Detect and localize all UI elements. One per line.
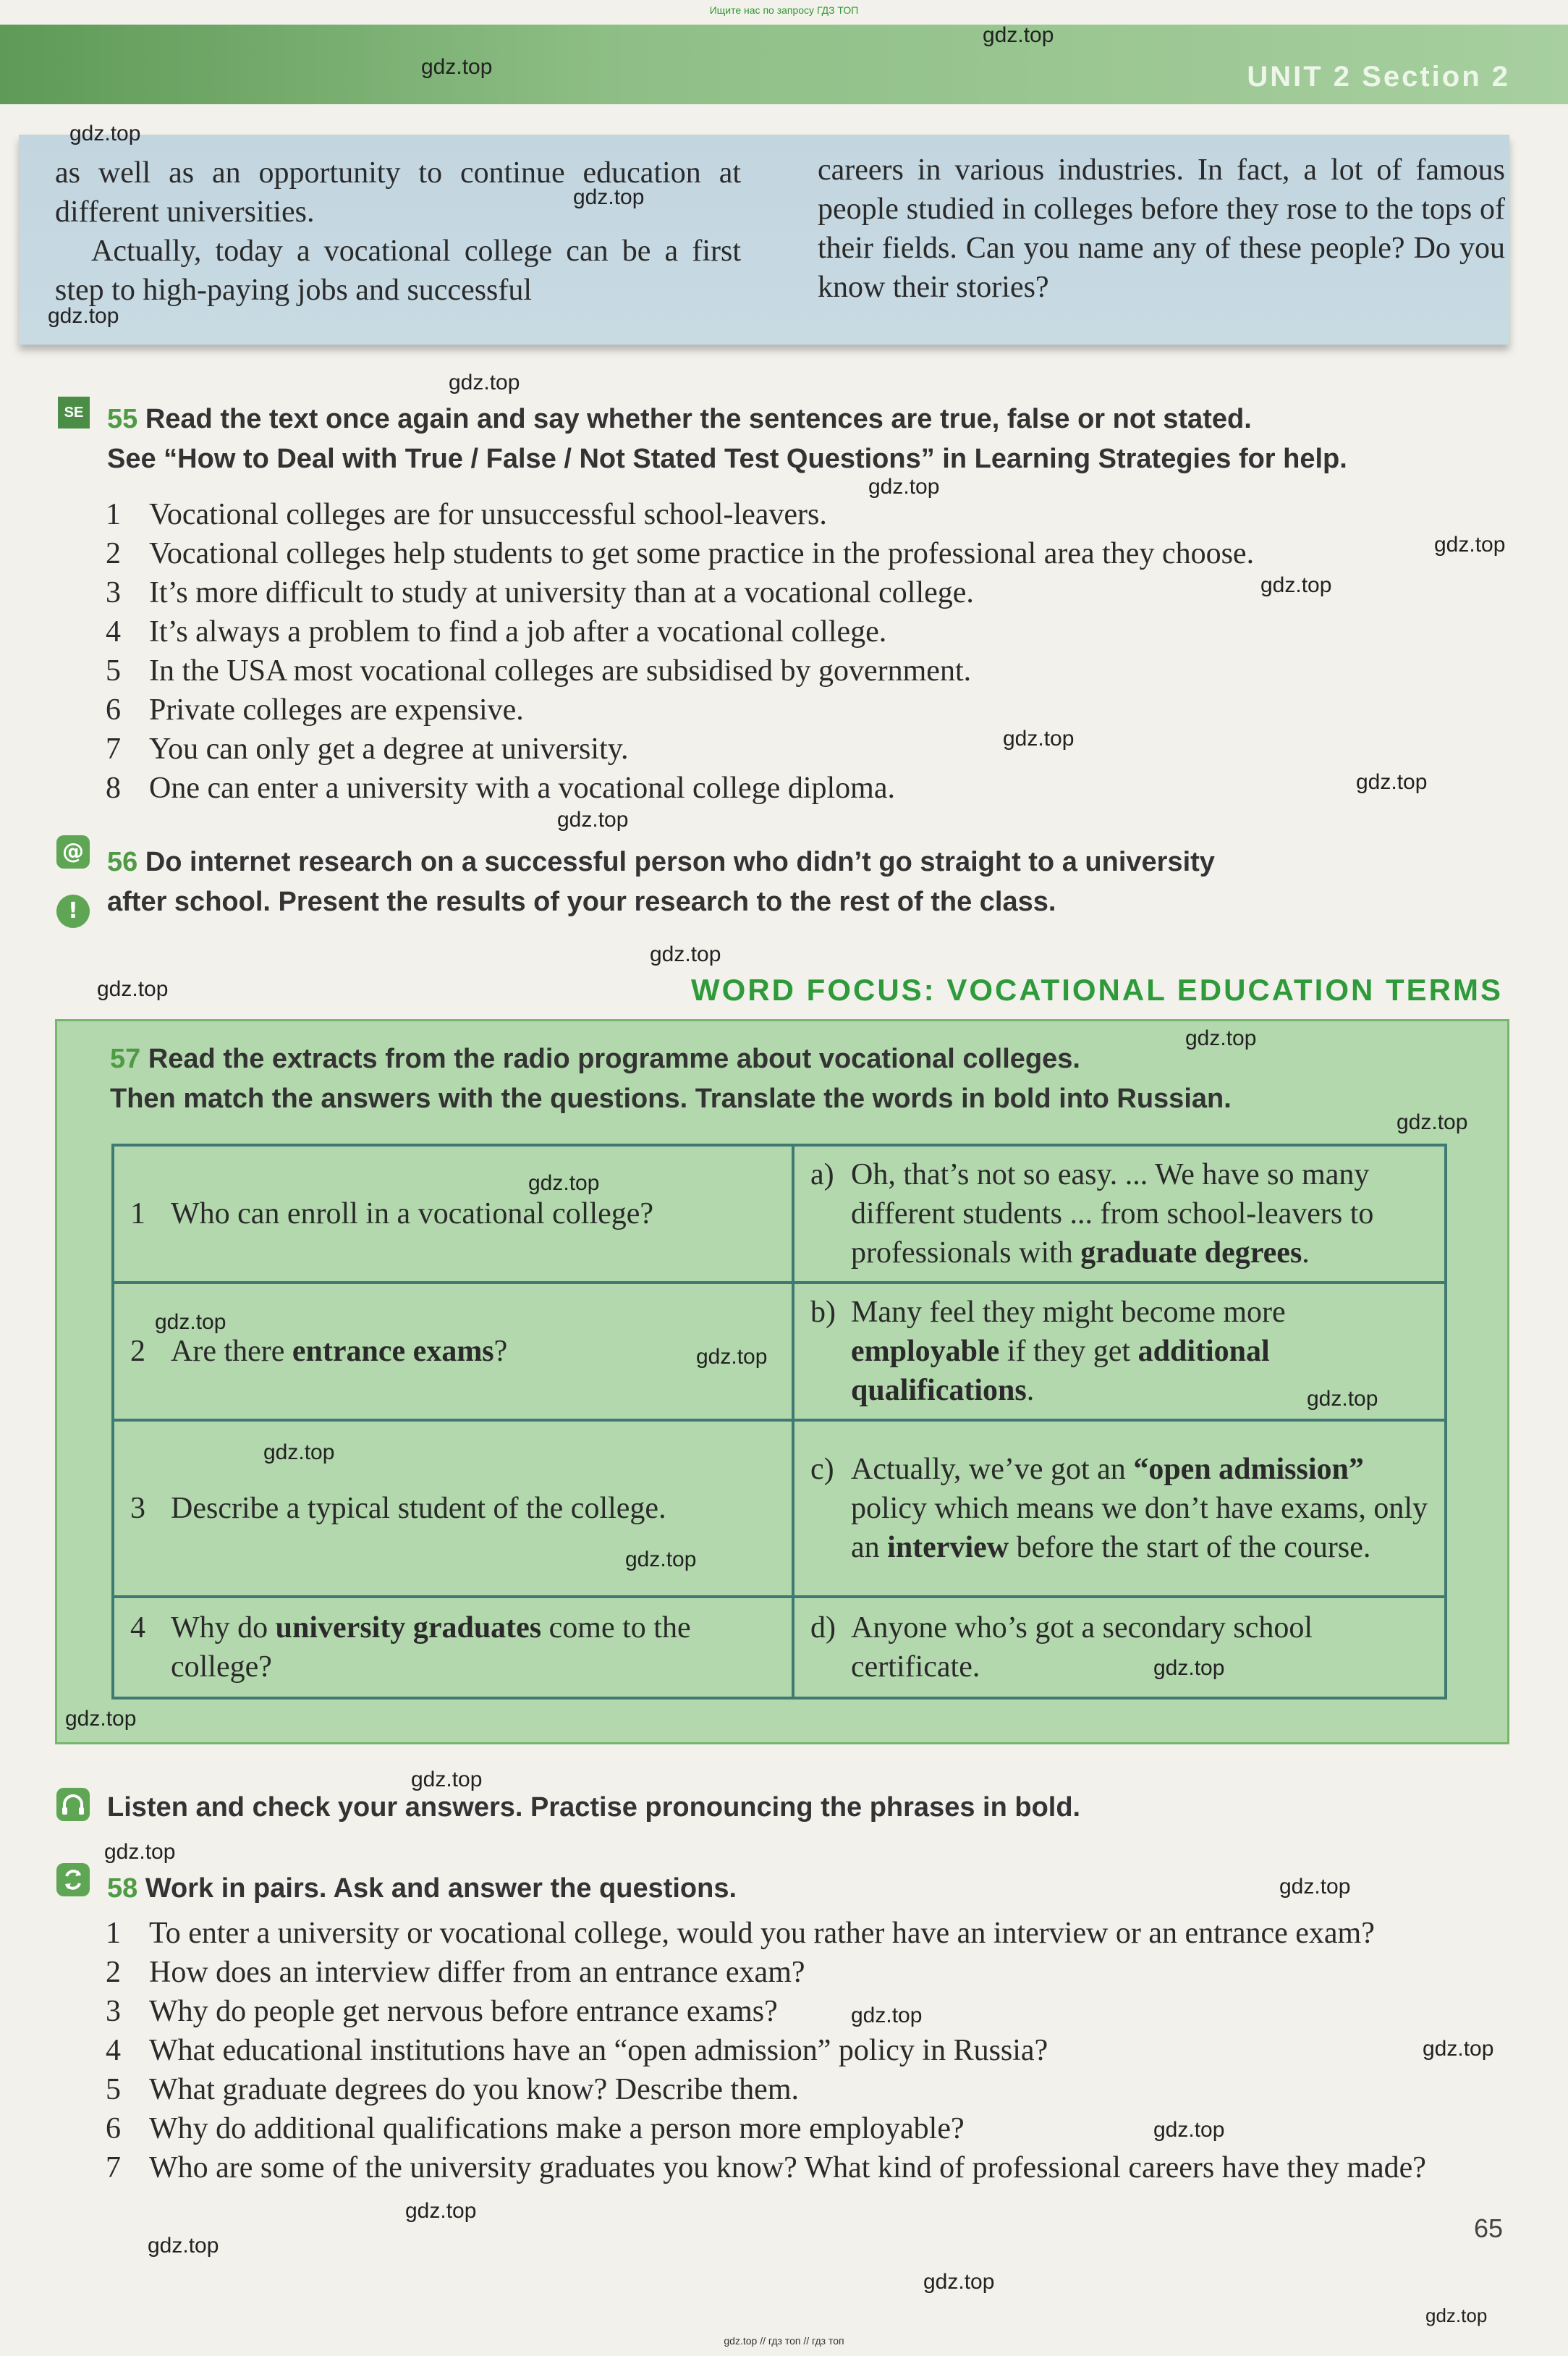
list-item: 1 To enter a university or vocational college, would you rather have an interview or an entrance exam? [106,1917,1375,1950]
watermark: gdz.top [69,122,141,145]
watermark: gdz.top [65,1707,137,1731]
watermark: gdz.top [97,977,169,1001]
watermark: gdz.top [104,1840,176,1864]
task-55-list [94,495,1512,808]
watermark: gdz.top [48,304,119,328]
table-row [113,1597,1446,1698]
pair-icon [56,1863,90,1896]
watermark: gdz.top [1260,573,1332,597]
task-57-number: 57 [110,1044,141,1074]
word-focus-title: WORD FOCUS: VOCATIONAL EDUCATION TERMS [691,973,1503,1007]
watermark: gdz.top [1356,770,1428,794]
watermark: gdz.top [1307,1387,1378,1411]
question-cell: 4 Why do university graduates come to the college? [113,1597,793,1698]
task-55-heading [107,400,1518,479]
unit-label: UNIT 2 Section 2 [1247,61,1510,93]
list-item: 4 What educational institutions have an “open admission” policy in Russia? [106,2034,1048,2067]
question-cell: 1 Who can enroll in a vocational college? [113,1145,793,1283]
watermark: gdz.top [573,185,645,209]
watermark: gdz.top [557,808,629,832]
watermark: gdz.top [1153,2118,1225,2142]
task-56-heading [107,843,1482,922]
answer-cell: b) Many feel they might become more employable if they get additional qualifications. [793,1283,1446,1420]
question-cell: 2 Are there entrance exams? [113,1283,793,1420]
watermark: gdz.top [148,2234,219,2258]
intro-paragraph-1: as well as an opportunity to continue education at different universities. [55,156,741,229]
task-58-title: Work in pairs. Ask and answer the questions. [145,1873,737,1904]
page-number: 65 [1473,2213,1503,2243]
watermark: gdz.top [696,1345,768,1369]
watermark: gdz.top [1397,1110,1468,1134]
watermark: gdz.top [983,23,1054,47]
table-row [113,1283,1446,1420]
list-item: 6 Private colleges are expensive. [106,693,524,727]
watermark: gdz.top [1003,727,1075,751]
watermark: gdz.top [528,1171,600,1195]
answer-cell: d) Anyone who’s got a secondary school certificate. [793,1597,1446,1698]
task-56-line2: after school. Present the results of your research to the rest of the class. [107,887,1056,917]
question-cell: 3 Describe a typical student of the college. [113,1420,793,1597]
watermark: gdz.top [1185,1026,1257,1050]
task-57-heading [110,1039,1485,1119]
watermark: gdz.top [1434,533,1506,557]
listen-instruction: Listen and check your answers. Practise pronouncing the phrases in bold. [107,1792,1081,1823]
list-item: 3 Why do people get nervous before entrance exams? [106,1995,778,2028]
list-item: 5 In the USA most vocational colleges are subsidised by government. [106,654,972,688]
answer-cell: c) Actually, we’ve got an “open admission” policy which means we don’t have exams, only an interview before the start of the course. [793,1420,1446,1597]
list-item: 4 It’s always a problem to find a job after a vocational college. [106,615,887,649]
watermark: gdz.top [421,55,493,79]
intro-col-right: careers in various industries. In fact, a lot of famous people studied in colleges before they rose to the tops of their fields. Can you name any of these people? Do you know their stories? [818,153,1505,304]
list-item: 6 Why do additional qualifications make a person more employable? [106,2112,965,2145]
se-icon: SE [58,397,90,428]
list-item: 5 What graduate degrees do you know? Describe them. [106,2073,799,2106]
task-58-heading [107,1869,1482,1909]
task-55-line1: Read the text once again and say whether the sentences are true, false or not stated. [145,404,1252,434]
table-row [113,1145,1446,1283]
intro-paragraph-2: Actually, today a vocational college can be a first step to high-paying jobs and successful [55,235,741,307]
watermark: gdz.top [411,1768,483,1791]
task-56-number: 56 [107,847,138,877]
task-55-number: 55 [107,404,138,434]
intro-col-left [55,153,741,310]
list-item: 3 It’s more difficult to study at university than at a vocational college. [106,576,974,609]
watermark: gdz.top [449,371,520,394]
bottom-banner: gdz.top // гдз топ // гдз топ [724,2335,844,2347]
at-icon: @ [56,835,90,869]
watermark: gdz.top [1153,1656,1225,1680]
watermark: gdz.top [923,2270,995,2294]
watermark: gdz.top [625,1548,697,1571]
watermark: gdz.top [155,1310,226,1334]
task-57-line1: Read the extracts from the radio programme about vocational colleges. [148,1044,1080,1074]
list-item: 8 One can enter a university with a vocational college diploma. [106,772,895,805]
task-58-number: 58 [107,1873,138,1904]
watermark: gdz.top [650,942,721,966]
watermark: gdz.top [851,2004,923,2027]
watermark: gdz.top [1279,1875,1351,1899]
list-item: 2 Vocational colleges help students to get some practice in the professional area they choose. [106,537,1255,570]
exclamation-icon: ! [56,895,90,928]
task-56-line1: Do internet research on a successful person who didn’t go straight to a university [145,847,1215,877]
matching-table [111,1144,1447,1700]
list-item: 1 Vocational colleges are for unsuccessful school-leavers. [106,498,827,531]
top-banner: Ищите нас по запросу ГДЗ ТОП [709,4,859,16]
watermark: gdz.top [405,2199,477,2223]
watermark: gdz.top [1425,2305,1488,2326]
task-55-line2: See “How to Deal with True / False / Not Stated Test Questions” in Learning Strategies for help. [107,444,1347,474]
answer-cell: a) Oh, that’s not so easy. ... We have so many different students ... from school-leavers to professionals with graduate degrees. [793,1145,1446,1283]
watermark: gdz.top [868,475,940,499]
watermark: gdz.top [263,1440,335,1464]
list-item: 2 How does an interview differ from an entrance exam? [106,1956,805,1989]
headphones-icon [56,1788,90,1821]
watermark: gdz.top [1423,2037,1494,2061]
task-57-line2: Then match the answers with the questions. Translate the words in bold into Russian. [110,1084,1232,1114]
list-item: 7 Who are some of the university graduates you know? What kind of professional careers have they made? [106,2151,1426,2184]
task-58-list [94,1914,1534,2187]
list-item: 7 You can only get a degree at university. [106,732,629,766]
